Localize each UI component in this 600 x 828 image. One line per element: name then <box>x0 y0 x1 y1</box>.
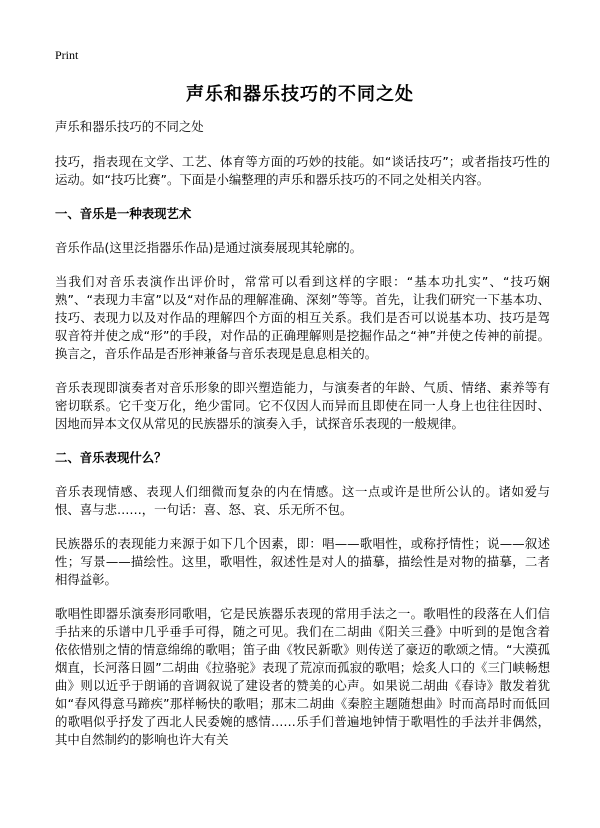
intro-paragraph: 技巧，指表现在文学、工艺、体育等方面的巧妙的技能。如“谈话技巧”；或者指技巧性的运动。如“技巧比赛”。下面是小编整理的声乐和器乐技巧的不同之处相关内容。 <box>55 154 550 187</box>
section-2-paragraph-3: 歌唱性即器乐演奏形同歌唱，它是民族器乐表现的常用手法之一。歌唱性的段落在人们信手拈来的乐谱中几乎垂手可得，随之可见。我们在二胡曲《阳关三叠》中听到的是饱含着依依惜别之情的情意绵绵的歌唱；笛子曲《牧民新歌》则传送了豪迈的歌颂之情。“大漠孤烟直，长河落日圆”二胡曲《拉骆驼》表现了荒凉而孤寂的歌唱；烩炙人口的《三门峡畅想曲》则以近乎于朗诵的音调叙说了建设者的赞美的心声。如果说二胡曲《春诗》散发着犹如“春风得意马蹄疾”那样畅快的歌唱；那末二胡曲《秦腔主题随想曲》时而高昂时而低回的歌唱似乎抒发了西北人民委婉的感情……乐手们普遍地钟情于歌唱性的手法并非偶然，其中自然制约的影响也许大有关 <box>55 606 550 747</box>
section-1-heading: 一、音乐是一种表现艺术 <box>55 206 192 221</box>
section-1-paragraph-3: 音乐表现即演奏者对音乐形象的即兴塑造能力，与演奏者的年龄、气质、情绪、素养等有密切联系。它千变万化，绝少雷同。它不仅因人而异而且即使在同一人身上也往往因时、因地而异本文仅从常见的民族器乐的演奏入手，试探音乐表现的一般规律。 <box>55 380 550 431</box>
section-1-paragraph-2: 当我们对音乐表演作出评价时，常常可以看到这样的字眼：“基本功扎实”、“技巧娴熟”、“表现力丰富”以及“对作品的理解准确、深刻”等等。首先，让我们研究一下基本功、技巧、表现力以及对作品的理解四个方面的相互关系。我们是否可以说基本功、技巧是驾驭音符并使之成“形”的手段，对作品的正确理解则是挖掘作品之“神”并使之传神的前提。换言之，音乐作品是否形神兼备与音乐表现是息息相关的。 <box>55 274 550 361</box>
section-2-heading: 二、音乐表现什么？ <box>55 450 167 465</box>
section-2-paragraph-1: 音乐表现情感、表现人们细微而复杂的内在情感。这一点或许是世所公认的。诸如爱与恨、喜与悲……，一句话：喜、怒、哀、乐无所不包。 <box>55 484 550 517</box>
article-subtitle: 声乐和器乐技巧的不同之处 <box>55 119 204 134</box>
section-2-paragraph-2: 民族器乐的表现能力来源于如下几个因素，即：唱——歌唱性，或称抒情性；说——叙述性；写景——描绘性。这里，歌唱性，叙述性是对人的描摹，描绘性是对物的描摹，二者相得益彰。 <box>55 536 550 587</box>
print-link[interactable]: Print <box>55 48 79 62</box>
article-body <box>55 118 550 765</box>
section-1-paragraph-1: 音乐作品(这里泛指器乐作品)是通过演奏展现其轮廓的。 <box>55 240 363 255</box>
page-title: 声乐和器乐技巧的不同之处 <box>186 84 414 105</box>
